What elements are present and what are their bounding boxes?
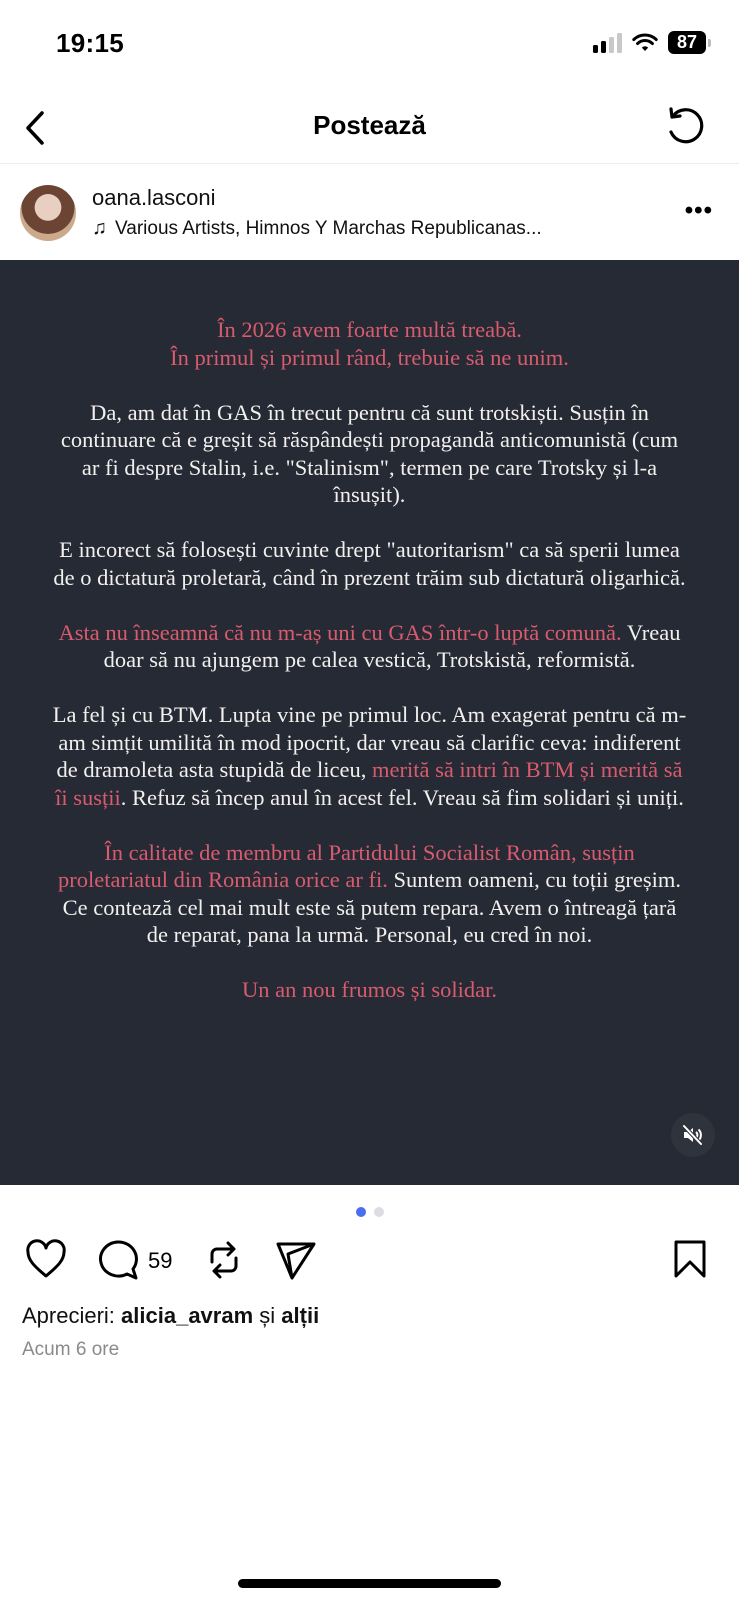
comment-icon[interactable]	[96, 1238, 140, 1282]
paragraph-2: Da, am dat în GAS în trecut pentru că sunt trotskiști. Susțin în continuare că e greșit să răspândești propagandă anticomunistă (cum ar fi despre Stalin, i.e. "Stalinism", termen pe care Trotsky și l-a însușit).	[60, 399, 679, 507]
others-link[interactable]: alții	[281, 1303, 320, 1328]
paragraph-7: Un an nou frumos și solidar.	[242, 977, 497, 1002]
likes-summary[interactable]: Aprecieri: alicia_avram și alții	[22, 1303, 320, 1328]
paragraph-3: E incorect să folosești cuvinte drept "autoritarism" ca să sperii lumea de o dictatură proletară, când în prezent trăim sub dictatură oligarhică.	[53, 537, 686, 590]
paragraph-4: Asta nu înseamnă că nu m-aș uni cu GAS într-o luptă comună. Vreau doar să nu ajungem pe calea vestică, Trotskistă, reformistă.	[58, 619, 681, 672]
paragraph-6: În calitate de membru al Partidului Socialist Român, susțin proletariatul din România orice ar fi. Suntem oameni, cu toții greșim. Ce contează cel mai mult este să putem repara. Avem o întreagă țară de reparat, pana la urmă. Personal, eu cred în noi.	[58, 839, 681, 947]
wifi-icon	[632, 33, 658, 53]
refresh-icon[interactable]	[661, 102, 709, 150]
more-options-button[interactable]: •••	[684, 197, 713, 224]
nav-bar	[0, 90, 739, 164]
post-actions	[0, 1238, 739, 1288]
post-image[interactable]	[0, 260, 739, 1185]
comment-count[interactable]: 59	[148, 1248, 173, 1273]
carousel-dot-2[interactable]	[374, 1207, 384, 1217]
carousel-indicator	[0, 1207, 739, 1217]
music-attribution[interactable]	[92, 217, 542, 240]
paragraph-5: La fel și cu BTM. Lupta vine pe primul loc. Am exagerat pentru că m-am simțit umilită în mod ipocrit, dar vreau să clarific ceva: indiferent de dramoleta asta stupidă de liceu, merită să intri în BTM și merită să îi susții. Refuz să încep anul în acest fel. Vreau să fim solidari și uniți.	[52, 702, 687, 810]
home-indicator[interactable]	[238, 1579, 501, 1588]
status-icons	[593, 31, 711, 54]
bookmark-icon[interactable]	[672, 1238, 708, 1282]
post-timestamp: Acum 6 ore	[22, 1339, 120, 1360]
heart-icon[interactable]	[24, 1238, 68, 1282]
mute-button[interactable]	[671, 1113, 715, 1157]
username-link[interactable]: oana.lasconi	[92, 185, 216, 210]
paragraph-1: În 2026 avem foarte multă treabă. În primul și primul rând, trebuie să ne unim.	[170, 317, 569, 370]
speaker-muted-icon	[681, 1123, 705, 1147]
battery-indicator	[668, 31, 711, 54]
battery-level: 87	[668, 31, 706, 54]
page-title: Postează	[313, 110, 426, 140]
post-text-content	[50, 316, 689, 1031]
share-icon[interactable]	[274, 1238, 318, 1282]
cellular-signal-icon	[593, 33, 622, 53]
liker-username[interactable]: alicia_avram	[121, 1303, 254, 1328]
post-header	[0, 165, 739, 260]
music-note-icon: ♫	[92, 217, 107, 239]
status-time: 19:15	[56, 28, 124, 58]
carousel-dot-1[interactable]	[356, 1207, 366, 1217]
status-bar	[0, 0, 739, 90]
repost-icon[interactable]	[204, 1238, 244, 1282]
avatar[interactable]	[20, 185, 76, 241]
music-label: Various Artists, Himnos Y Marchas Republicanas...	[115, 217, 542, 239]
